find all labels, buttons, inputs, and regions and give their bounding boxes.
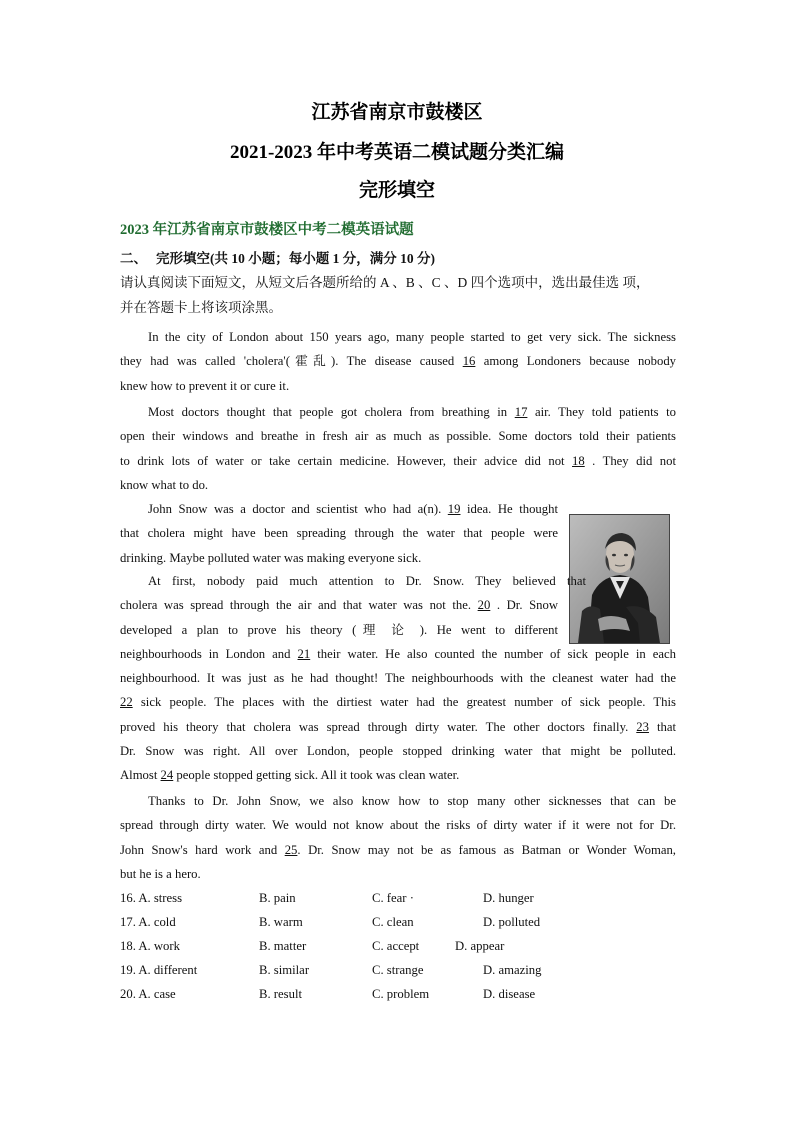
part-label: 完形填空(共 10 小题；每小题 1 分，满分 10 分) <box>156 251 435 266</box>
text-line: but he is a hero. <box>120 866 201 881</box>
blank-18: 18 <box>572 453 585 468</box>
passage-paragraph-5 <box>120 789 676 886</box>
passage-paragraph-2 <box>120 400 676 497</box>
option-c: C. accept <box>372 939 420 953</box>
doc-title-line2: 2021-2023 年中考英语二模试题分类汇编 <box>229 142 565 163</box>
blank-23: 23 <box>636 719 649 734</box>
option-a: 17. A. cold <box>120 915 176 929</box>
doc-title-line1: 江苏省南京市鼓楼区 <box>311 102 483 123</box>
option-d: D. hunger <box>483 891 534 905</box>
blank-21: 21 <box>297 646 311 661</box>
option-b: B. pain <box>259 891 296 905</box>
blank-22: 22 <box>120 695 133 710</box>
passage-paragraph-1 <box>120 325 676 398</box>
instruction-line1: 请认真阅读下面短文，从短文后各题所给的 A 、B 、C 、D 四个选项中，选出最佳选 项， <box>120 275 650 290</box>
blank-17: 17 <box>514 405 528 419</box>
instruction-line2: 并在答题卡上将该项涂黑。 <box>120 300 282 315</box>
option-row-20 <box>120 982 676 1006</box>
text-line: neighbourhoods in London and 21 their water. He also counted the number of sick people in each <box>120 646 676 661</box>
option-a: 18. A. work <box>120 939 180 953</box>
doc-title-line3: 完形填空 <box>358 180 435 201</box>
text-line: knew how to prevent it or cure it. <box>120 378 290 393</box>
option-row-18 <box>120 934 676 958</box>
blank-24: 24 <box>160 768 174 783</box>
blank-25: 25 <box>284 842 298 857</box>
option-row-19 <box>120 958 676 982</box>
option-c: C. strange <box>372 963 424 977</box>
option-row-17 <box>120 910 676 934</box>
text-line: open their windows and breathe in fresh air as much as possible. Some doctors told their patients <box>120 429 676 444</box>
passage-paragraph-4 <box>120 569 676 788</box>
text-line: Dr. Snow was right. All over London, people stopped drinking water that might be polluted. <box>120 744 676 759</box>
option-b: B. warm <box>259 915 303 929</box>
passage-paragraph-3 <box>120 497 558 570</box>
text-line: drinking. Maybe polluted water was making everyone sick. <box>120 550 422 565</box>
option-b: B. similar <box>259 963 310 977</box>
option-c: C. problem <box>372 987 430 1001</box>
option-a: 16. A. stress <box>120 891 183 905</box>
text-line: they had was called 'cholera'(霍乱). The disease caused 16 among Londoners because nobody <box>120 354 677 369</box>
text-line: Almost 24 people stopped getting sick. All it took was clean water. <box>120 768 460 783</box>
part-heading <box>120 247 435 267</box>
option-b: B. matter <box>259 939 307 953</box>
text-line: developed a plan to prove his theory (理 论 ). He went to different <box>120 622 558 637</box>
option-d: D. disease <box>483 987 536 1001</box>
text-line: John Snow was a doctor and scientist who had a(n). 19 idea. He thought <box>148 502 558 516</box>
option-a: 20. A. case <box>120 987 176 1001</box>
text-line: In the city of London about 150 years ago, many people started to get very sick. The sickness <box>148 330 676 344</box>
section-title: 2023 年江苏省南京市鼓楼区中考二模英语试题 <box>120 222 414 238</box>
text-line: John Snow's hard work and 25. Dr. Snow may not be as famous as Batman or Wonder Woman, <box>120 842 676 857</box>
option-c: C. clean <box>372 915 414 929</box>
option-c: C. fear · <box>372 891 414 905</box>
answer-options <box>120 886 676 1006</box>
text-line: proved his theory that cholera was spread through dirty water. The other doctors finally. 23 that <box>120 719 677 734</box>
text-line: to drink lots of water or take certain medicine. However, their advice did not 18 . They did not <box>120 453 677 468</box>
text-line: 22 sick people. The places with the dirtiest water had the greatest number of sick people. This <box>120 695 676 710</box>
text-line: neighbourhood. It was just as he had thought! The neighbourhoods with the cleanest water had the <box>120 671 676 686</box>
blank-16: 16 <box>462 354 476 369</box>
option-d: D. amazing <box>483 963 542 977</box>
text-line: At first, nobody paid much attention to Dr. Snow. They believed that <box>148 574 586 588</box>
option-a: 19. A. different <box>120 963 198 977</box>
text-line: spread through dirty water. We would not know about the risks of dirty water if it were not for Dr. <box>120 818 676 833</box>
text-line: know what to do. <box>120 477 209 492</box>
text-line: Most doctors thought that people got cholera from breathing in 17 air. They told patients to <box>148 405 677 419</box>
text-line: Thanks to Dr. John Snow, we also know how to stop many other sicknesses that can be <box>148 794 676 808</box>
part-number: 二、 <box>120 251 147 266</box>
option-row-16 <box>120 886 676 910</box>
blank-20: 20 <box>477 598 491 613</box>
option-d: D. polluted <box>483 915 541 929</box>
blank-19: 19 <box>447 502 461 516</box>
option-d: D. appear <box>455 939 505 953</box>
text-line: that cholera might have been spreading through the water that people were <box>120 526 558 541</box>
option-b: B. result <box>259 987 302 1001</box>
text-line: cholera was spread through the air and that water was not the. 20 . Dr. Snow <box>120 598 558 613</box>
